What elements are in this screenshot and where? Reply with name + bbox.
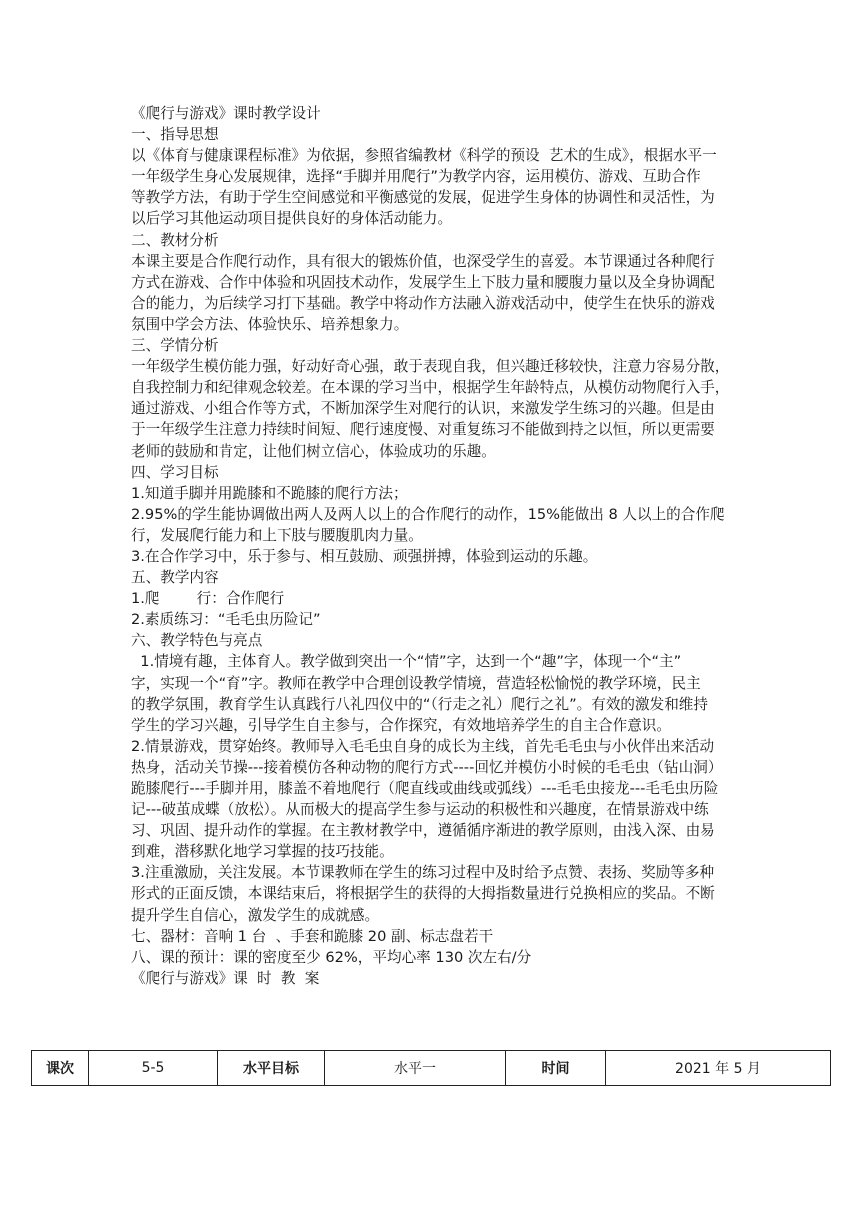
text-line: 合的能力，为后续学习打下基础。教学中将动作方法融入游戏活动中，使学生在快乐的游戏 xyxy=(131,294,715,312)
table-cell-time: 2021 年 5 月 xyxy=(606,1051,831,1086)
text-line: 一、指导思想 xyxy=(131,126,219,144)
text-line: 老师的鼓励和肯定，让他们树立信心，体验成功的乐趣。 xyxy=(131,442,496,460)
lesson-info-table xyxy=(31,1050,831,1086)
text-line: 以《体育与健康课程标准》为依据，参照省编教材《科学的预设 艺术的生成》，根据水平一 xyxy=(131,147,717,165)
text-line: 六、教学特色与亮点 xyxy=(131,632,263,650)
text-line: 等教学方法，有助于学生空间感觉和平衡感觉的发展，促进学生身体的协调性和灵活性，为 xyxy=(131,189,715,207)
text-line: 习、巩固、提升动作的掌握。在主教材教学中，遵循循序渐进的教学原则，由浅入深、由易 xyxy=(131,822,715,840)
table-cell-label-level: 水平目标 xyxy=(218,1051,325,1086)
text-line: 《爬行与游戏》课 时 教 案 xyxy=(131,969,320,987)
text-line: 以后学习其他运动项目提供良好的身体活动能力。 xyxy=(131,210,453,228)
text-line: 四、学习目标 xyxy=(131,463,219,481)
text-line: 记---破茧成蝶（放松）。从而极大的提高学生参与运动的积极性和兴趣度，在情景游戏中练 xyxy=(131,801,709,819)
table-cell-lesson-number: 5-5 xyxy=(89,1051,218,1086)
text-line: 自我控制力和纪律观念较差。在本课的学习当中，根据学生年龄特点，从模仿动物爬行入手， xyxy=(131,379,730,397)
text-line: 通过游戏、小组合作等方式，不断加深学生对爬行的认识，来激发学生练习的兴趣。但是由 xyxy=(131,400,715,418)
table-cell-label-time: 时间 xyxy=(506,1051,606,1086)
text-line: 形式的正面反馈，本课结束后，将根据学生的获得的大拇指数量进行兑换相应的奖品。不断 xyxy=(131,885,715,903)
text-line: 热身，活动关节操---接着模仿各种动物的爬行方式----回忆并模仿小时候的毛毛虫（钻山洞） xyxy=(131,758,723,776)
text-line: 的教学氛围，教育学生认真践行八礼四仪中的“（行走之礼）爬行之礼”。有效的激发和维持 xyxy=(131,695,708,713)
text-line: 字，实现一个“育”字。教师在教学中合理创设教学情境，营造轻松愉悦的教学环境，民主 xyxy=(131,674,701,692)
text-line: 2.95%的学生能协调做出两人及两人以上的合作爬行的动作，15%能做出 8 人以上的合作爬 xyxy=(131,505,725,523)
text-line: 三、学情分析 xyxy=(131,337,219,355)
text-line: 1.情境有趣，主体育人。教学做到突出一个“情”字，达到一个“趣”字，体现一个“主” xyxy=(131,653,682,671)
text-line: 提升学生自信心，激发学生的成就感。 xyxy=(131,906,380,924)
text-line: 一年级学生身心发展规律，选择“手脚并用爬行”为教学内容，运用模仿、游戏、互助合作 xyxy=(131,168,701,186)
document-body xyxy=(131,103,731,989)
text-line: 3.注重激励，关注发展。本节课教师在学生的练习过程中及时给予点赞、表扬、奖励等多种 xyxy=(131,864,715,882)
text-line: 七、器材：音响 1 台 、手套和跪膝 20 副、标志盘若干 xyxy=(131,927,494,945)
text-line: 3.在合作学习中，乐于参与、相互鼓励、顽强拼搏，体验到运动的乐趣。 xyxy=(131,547,598,565)
text-line: 1.爬 行：合作爬行 xyxy=(131,590,285,608)
text-line: 本课主要是合作爬行动作，具有很大的锻炼价值，也深受学生的喜爱。本节课通过各种爬行 xyxy=(131,252,715,270)
text-line: 行，发展爬行能力和上下肢与腰腹肌肉力量。 xyxy=(131,526,423,544)
text-line: 2.情景游戏，贯穿始终。教师导入毛毛虫自身的成长为主线，首先毛毛虫与小伙伴出来活动 xyxy=(131,737,715,755)
text-line: 《爬行与游戏》课时教学设计 xyxy=(131,105,321,122)
text-line: 方式在游戏、合作中体验和巩固技术动作，发展学生上下肢力量和腰腹力量以及全身协调配 xyxy=(131,273,715,291)
text-line: 八、课的预计：课的密度至少 62%，平均心率 130 次左右/分 xyxy=(131,948,532,966)
text-line: 氛围中学会方法、体验快乐、培养想象力。 xyxy=(131,315,409,333)
table-cell-label-lesson-number: 课次 xyxy=(32,1051,89,1086)
text-line: 到难，潜移默化地学习掌握的技巧技能。 xyxy=(131,843,394,861)
table-cell-level: 水平一 xyxy=(325,1051,506,1086)
text-line: 一年级学生模仿能力强，好动好奇心强，敢于表现自我，但兴趣迁移较快，注意力容易分散， xyxy=(131,358,730,376)
text-line: 于一年级学生注意力持续时间短、爬行速度慢、对重复练习不能做到持之以恒，所以更需要 xyxy=(131,421,715,439)
table-row xyxy=(32,1051,831,1086)
text-line: 跪膝爬行---手脚并用，膝盖不着地爬行（爬直线或曲线或弧线）---毛毛虫接龙---毛毛虫历险 xyxy=(131,780,719,797)
text-line: 二、教材分析 xyxy=(131,231,219,249)
text-line: 学生的学习兴趣，引导学生自主参与，合作探究，有效地培养学生的自主合作意识。 xyxy=(131,716,671,734)
text-line: 1.知道手脚并用跪膝和不跪膝的爬行方法； xyxy=(131,484,408,502)
text-line: 2.素质练习：“毛毛虫历险记” xyxy=(131,611,321,629)
text-line: 五、教学内容 xyxy=(131,569,219,587)
